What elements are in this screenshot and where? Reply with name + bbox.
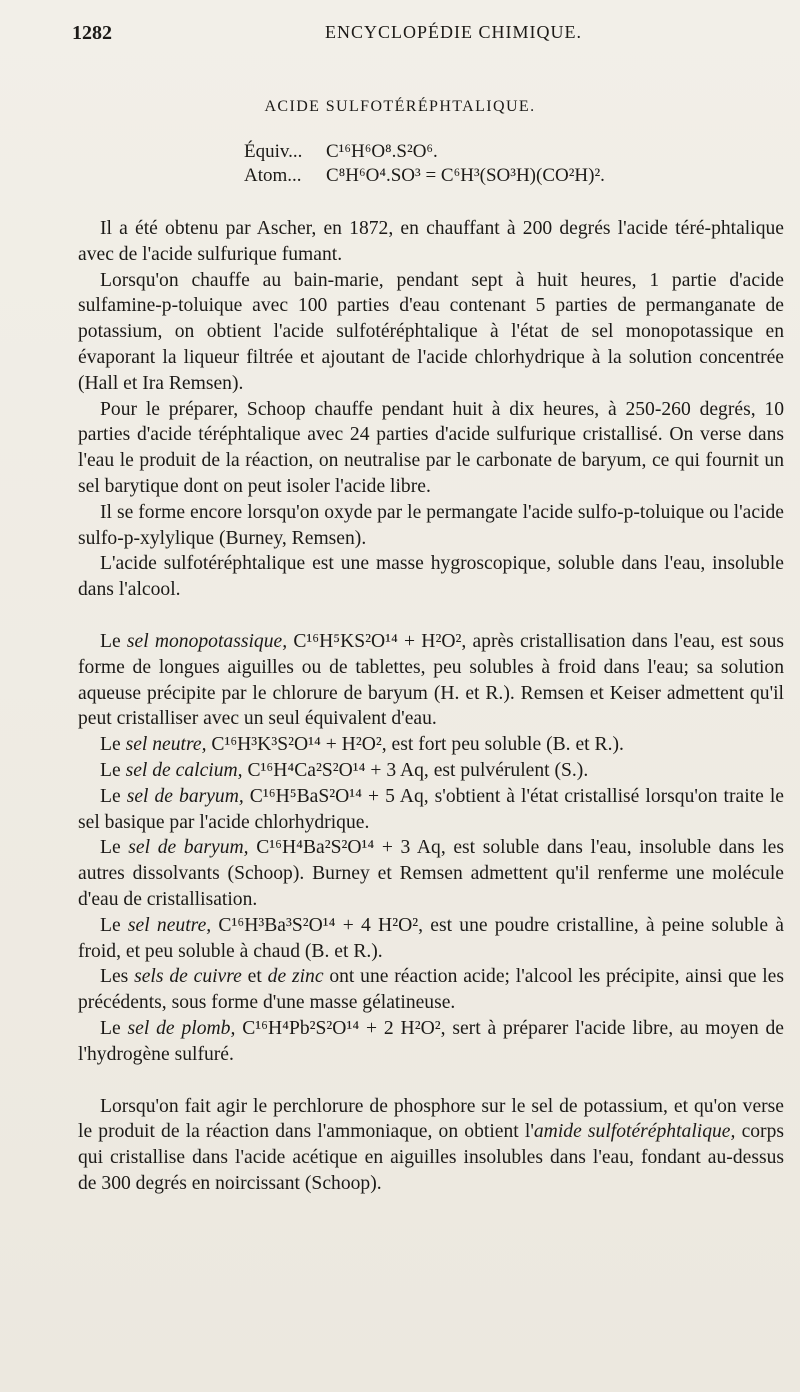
salt-paragraph bbox=[78, 629, 784, 732]
formula-label: Atom... bbox=[244, 165, 302, 186]
section-gap bbox=[78, 603, 784, 629]
salt-paragraph bbox=[78, 784, 784, 836]
final-text: Lorsqu'on fait agir le perchlorure de phosphore sur le sel de potassium, et qu'on verse le produit de la réaction dans l'ammoniaque, on obtient l' bbox=[78, 1095, 784, 1143]
salt-text: est une poudre cristalline, à peine soluble à froid, et peu soluble à chaud (B. et R.). bbox=[78, 914, 785, 962]
salt-name: sel de calcium, bbox=[125, 759, 243, 781]
salt-text: est fort peu soluble (B. et R.). bbox=[386, 734, 624, 756]
salt-prefix: Les bbox=[100, 966, 135, 988]
salt-paragraph bbox=[78, 913, 784, 965]
salt-name: sels de cuivre bbox=[134, 966, 242, 988]
salt-formula: C¹⁶H³Ba³S²O¹⁴ + 4 H²O², bbox=[211, 914, 424, 936]
formula-value: C⁸H⁶O⁴.SO³ = C⁶H³(SO³H)(CO²H)². bbox=[326, 165, 605, 186]
final-paragraph bbox=[78, 1094, 784, 1197]
salt-formula: C¹⁶H³K³S²O¹⁴ + H²O², bbox=[206, 734, 387, 756]
salt-formula: C¹⁶H⁴Ba²S²O¹⁴ + 3 Aq, bbox=[248, 837, 446, 859]
salt-prefix: Le bbox=[100, 1017, 128, 1039]
final-text: corps qui cristallise dans l'acide acétique en aiguilles insolubles dans l'eau, fondant au-dessus de 300 degrés en noircissant (Schoop). bbox=[78, 1121, 785, 1194]
salt-formula: C¹⁶H⁴Pb²S²O¹⁴ + 2 H²O², bbox=[235, 1017, 446, 1039]
page-header bbox=[0, 22, 800, 48]
formula-value: C¹⁶H⁶O⁸.S²O⁶. bbox=[326, 141, 438, 162]
paragraph: Lorsqu'on chauffe au bain-marie, pendant sept à huit heures, 1 partie d'acide sulfamine-p-toluique avec 100 parties d'eau contenant 5 parties de permanganate de potassium, on obtient l'acide sulfotéréphtalique à l'état de sel monopotassique en évaporant la liqueur filtrée et ajoutant de l'acide chlorhydrique à la solution concentrée (Hall et Ira Remsen). bbox=[78, 269, 784, 394]
salt-prefix: Le bbox=[100, 630, 127, 652]
salt-name: sel neutre, bbox=[125, 734, 207, 756]
formula-equiv bbox=[244, 140, 605, 164]
compound-name: amide sulfotéréphtalique, bbox=[533, 1121, 736, 1143]
salt-text: après cristallisation dans l'eau, est sous forme de longues aiguilles ou de tablettes, peu solubles à froid dans l'eau; sa solution aqueuse précipite par le chlorure de baryum (H. et R.). Remsen et Keiser admettent qu'il peut cristalliser avec un seul équivalent d'eau. bbox=[78, 630, 784, 730]
section-gap bbox=[78, 1068, 784, 1094]
formula-label: Équiv... bbox=[244, 141, 303, 162]
salt-prefix: Le bbox=[100, 759, 126, 781]
article-body bbox=[78, 216, 784, 1197]
salt-formula: C¹⁶H⁵KS²O¹⁴ + H²O², bbox=[287, 630, 467, 652]
salt-prefix: Le bbox=[100, 734, 126, 756]
salt-name: sel monopotassique, bbox=[126, 630, 288, 652]
running-title: ENCYCLOPÉDIE CHIMIQUE. bbox=[325, 22, 582, 42]
formula-block bbox=[244, 140, 605, 188]
salt-name: de zinc bbox=[267, 966, 324, 988]
salt-name: sel neutre, bbox=[127, 914, 212, 936]
paragraph: L'acide sulfotéréphtalique est une masse hygroscopique, soluble dans l'eau, insoluble dans l'alcool. bbox=[78, 553, 784, 601]
paragraph: Pour le préparer, Schoop chauffe pendant huit à dix heures, à 250-260 degrés, 10 parties d'acide téréphtalique avec 24 parties d'acide sulfurique cristallisé. On verse dans l'eau le produit de la réaction, on neutralise par le carbonate de baryum, ce qui fournit un sel barytique dont on peut isoler l'acide libre. bbox=[78, 398, 784, 497]
salt-formula: C¹⁶H⁵BaS²O¹⁴ + 5 Aq, bbox=[243, 785, 429, 807]
salt-paragraph bbox=[78, 758, 784, 784]
salt-text: est pulvérulent (S.). bbox=[428, 759, 589, 781]
salt-prefix: Le bbox=[100, 785, 127, 807]
salt-paragraph bbox=[78, 732, 784, 758]
salt-text: est soluble dans l'eau, insoluble dans les autres dissolvants (Schoop). Burney et Remsen admettent qu'il renferme une molécule d'eau de cristallisation. bbox=[78, 837, 784, 910]
salt-formula: C¹⁶H⁴Ca²S²O¹⁴ + 3 Aq, bbox=[242, 759, 429, 781]
salt-name: sel de baryum, bbox=[126, 785, 244, 807]
salt-text: et bbox=[241, 966, 268, 988]
salt-text: s'obtient à l'état cristallisé lorsqu'on traite le sel basique par l'acide chlorhydrique. bbox=[78, 785, 784, 833]
salt-text: sert à préparer l'acide libre, au moyen de l'hydrogène sulfuré. bbox=[78, 1017, 784, 1065]
salt-paragraph bbox=[78, 964, 784, 1016]
salt-prefix: Le bbox=[100, 914, 128, 936]
salt-paragraph bbox=[78, 835, 784, 912]
formula-atom bbox=[244, 164, 605, 188]
salt-name: sel de plomb, bbox=[127, 1017, 236, 1039]
paragraph: Il a été obtenu par Ascher, en 1872, en chauffant à 200 degrés l'acide téré-phtalique avec de l'acide sulfurique fumant. bbox=[78, 218, 784, 265]
paragraph: Il se forme encore lorsqu'on oxyde par le permangate l'acide sulfo-p-toluique ou l'acide sulfo-p-xylylique (Burney, Remsen). bbox=[78, 501, 784, 549]
article-title: ACIDE SULFOTÉRÉPHTALIQUE. bbox=[264, 98, 536, 115]
salt-prefix: Le bbox=[100, 837, 129, 859]
salt-name: sel de baryum, bbox=[128, 837, 249, 859]
salt-paragraph bbox=[78, 1016, 784, 1068]
salt-text: ont une réaction acide; l'alcool les précipite, ainsi que les précédents, sous forme d'une masse gélatineuse. bbox=[78, 966, 784, 1014]
page-number: 1282 bbox=[72, 22, 112, 44]
